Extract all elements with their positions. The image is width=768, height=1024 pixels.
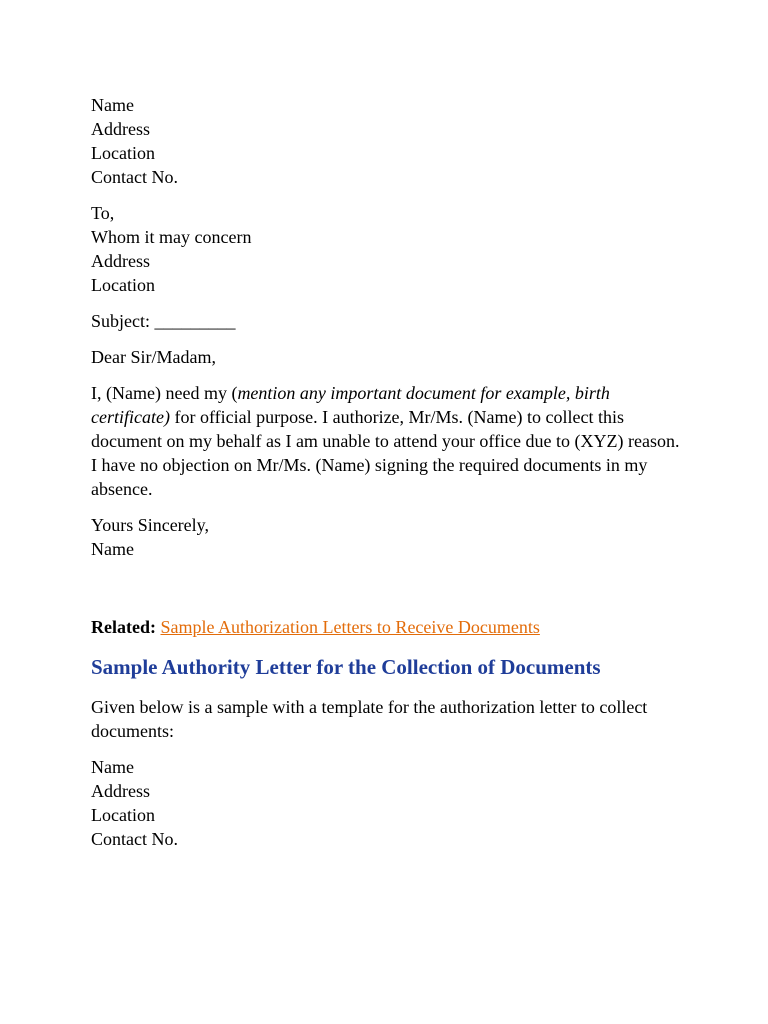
subject-line bbox=[91, 309, 691, 333]
salutation bbox=[91, 345, 691, 369]
body-italic-note: mention any important document for example, birth certificate) bbox=[91, 383, 610, 427]
closing-block bbox=[91, 513, 691, 561]
closing-name: Name bbox=[91, 539, 134, 559]
recipient-address: Address bbox=[91, 251, 150, 271]
recipient-name: Whom it may concern bbox=[91, 227, 252, 247]
sender-name: Name bbox=[91, 95, 134, 115]
sender-block bbox=[91, 93, 691, 189]
document-page bbox=[91, 93, 691, 863]
sender-location-2: Location bbox=[91, 805, 155, 825]
body-part-2: for official purpose. I authorize, Mr/Ms. (Name) to collect this document on my behalf as I am unable to attend your office due to (XYZ) reason. I have no objection on Mr/Ms. (Name) signing the required documents in my absence. bbox=[91, 407, 680, 499]
section-heading: Sample Authority Letter for the Collection of Documents bbox=[91, 655, 601, 679]
letter-body bbox=[91, 381, 691, 501]
body-part-1: I, (Name) need my ( bbox=[91, 383, 238, 403]
letter-body-text bbox=[91, 381, 681, 501]
recipient-block bbox=[91, 201, 691, 297]
sender-address: Address bbox=[91, 119, 150, 139]
recipient-location: Location bbox=[91, 275, 155, 295]
sender-block-2 bbox=[91, 755, 691, 851]
sender-name-2: Name bbox=[91, 757, 134, 777]
related-label: Related: bbox=[91, 617, 156, 637]
sender-address-2: Address bbox=[91, 781, 150, 801]
intro-text: Given below is a sample with a template for the authorization letter to collect documents: bbox=[91, 697, 648, 741]
subject-text: Subject: _________ bbox=[91, 311, 236, 331]
intro-paragraph bbox=[91, 695, 691, 743]
spacer bbox=[91, 573, 691, 615]
sender-location: Location bbox=[91, 143, 155, 163]
recipient-to: To, bbox=[91, 203, 115, 223]
closing-phrase: Yours Sincerely, bbox=[91, 515, 210, 535]
sender-contact-2: Contact No. bbox=[91, 829, 178, 849]
salutation-text: Dear Sir/Madam, bbox=[91, 347, 216, 367]
sender-contact: Contact No. bbox=[91, 167, 178, 187]
related-link[interactable]: Sample Authorization Letters to Receive Documents bbox=[160, 617, 540, 637]
related-line bbox=[91, 615, 691, 639]
